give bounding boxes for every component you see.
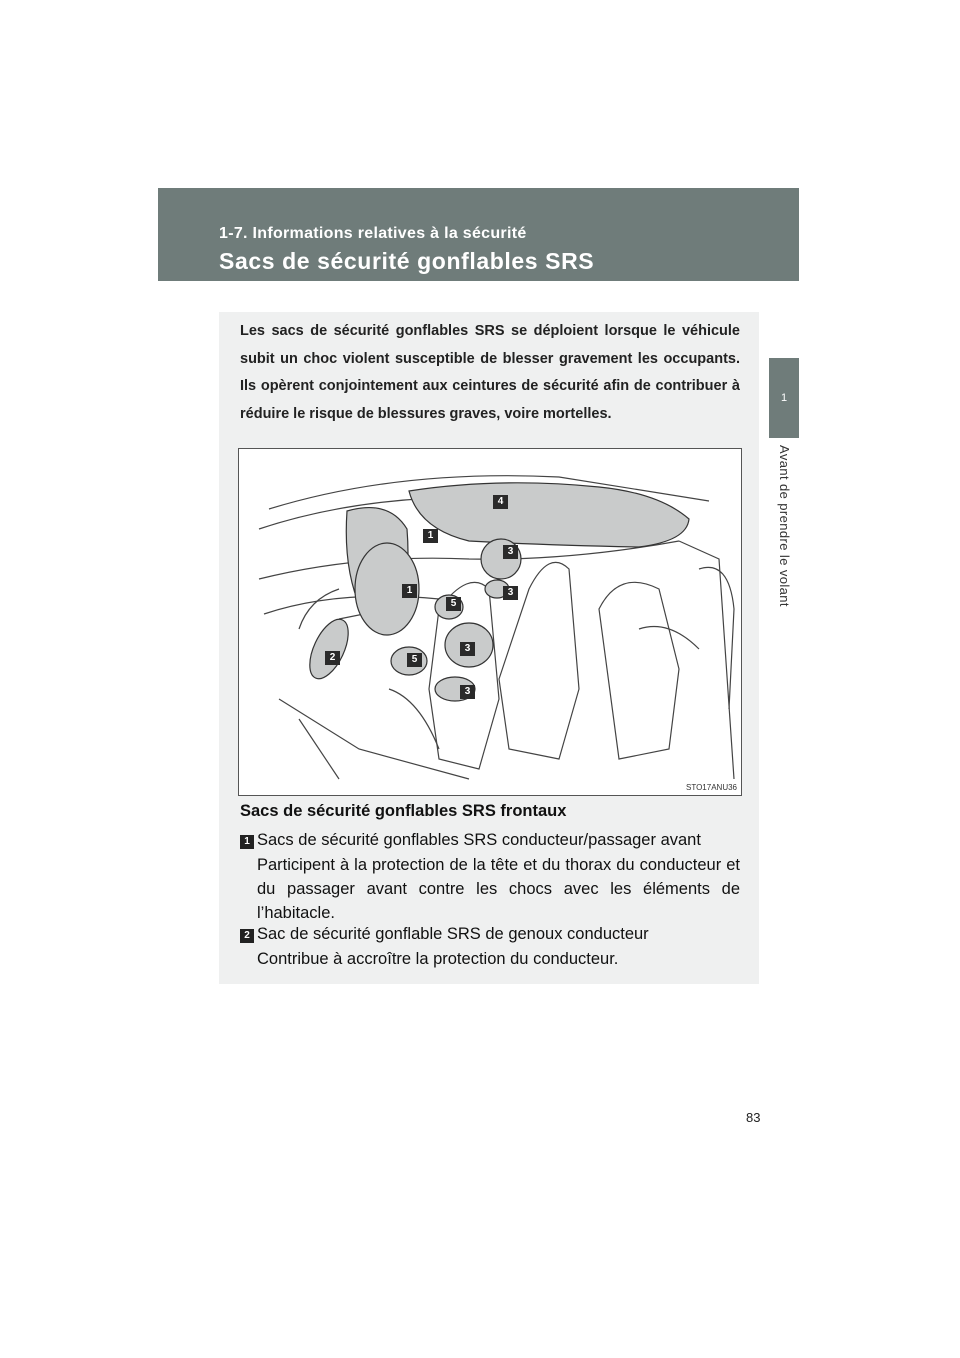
callout-badge: 3 [460,642,475,656]
callout-badge: 2 [325,651,340,665]
item-title: Sac de sécurité gonflable SRS de genoux conducteur [257,925,649,943]
page-title: Sacs de sécurité gonflables SRS [219,248,595,274]
callout-badge: 4 [493,495,508,509]
chapter-tab-label: Avant de prendre le volant [777,445,792,607]
callout-badge: 1 [402,584,417,598]
callout-badge: 3 [503,586,518,600]
airbag-illustration [238,448,742,796]
callout-badge: 3 [503,545,518,559]
callout-badge: 5 [407,653,422,667]
page-number: 83 [746,1110,761,1125]
item-title: Sacs de sécurité gonflables SRS conducteur/passager avant [257,831,701,849]
figure-code: STO17ANU36 [686,783,737,792]
callout-badge: 3 [460,685,475,699]
item-number-marker: 2 [240,929,254,943]
intro-paragraph: Les sacs de sécurité gonflables SRS se déploient lorsque le véhicule subit un choc violent susceptible de blesser gravement les occupants. Ils opèrent conjointement aux ceintures de sécurité afin de contribuer à réduire le risque de blessures graves, voire mortelles. [240,323,740,422]
callout-badge: 1 [423,529,438,543]
item-description: Participent à la protection de la tête et du thorax du conducteur et du passager avant contre les chocs avec les éléments de l’habitacle. [257,856,740,922]
item-description: Contribue à accroître la protection du conducteur. [257,950,619,968]
callout-badge: 5 [446,597,461,611]
chapter-tab: 1 [769,358,799,438]
subsection-heading: Sacs de sécurité gonflables SRS frontaux [240,802,567,820]
vehicle-interior-drawing [239,449,741,795]
section-label: 1-7. Informations relatives à la sécurité [219,225,527,242]
item-number-marker: 1 [240,835,254,849]
